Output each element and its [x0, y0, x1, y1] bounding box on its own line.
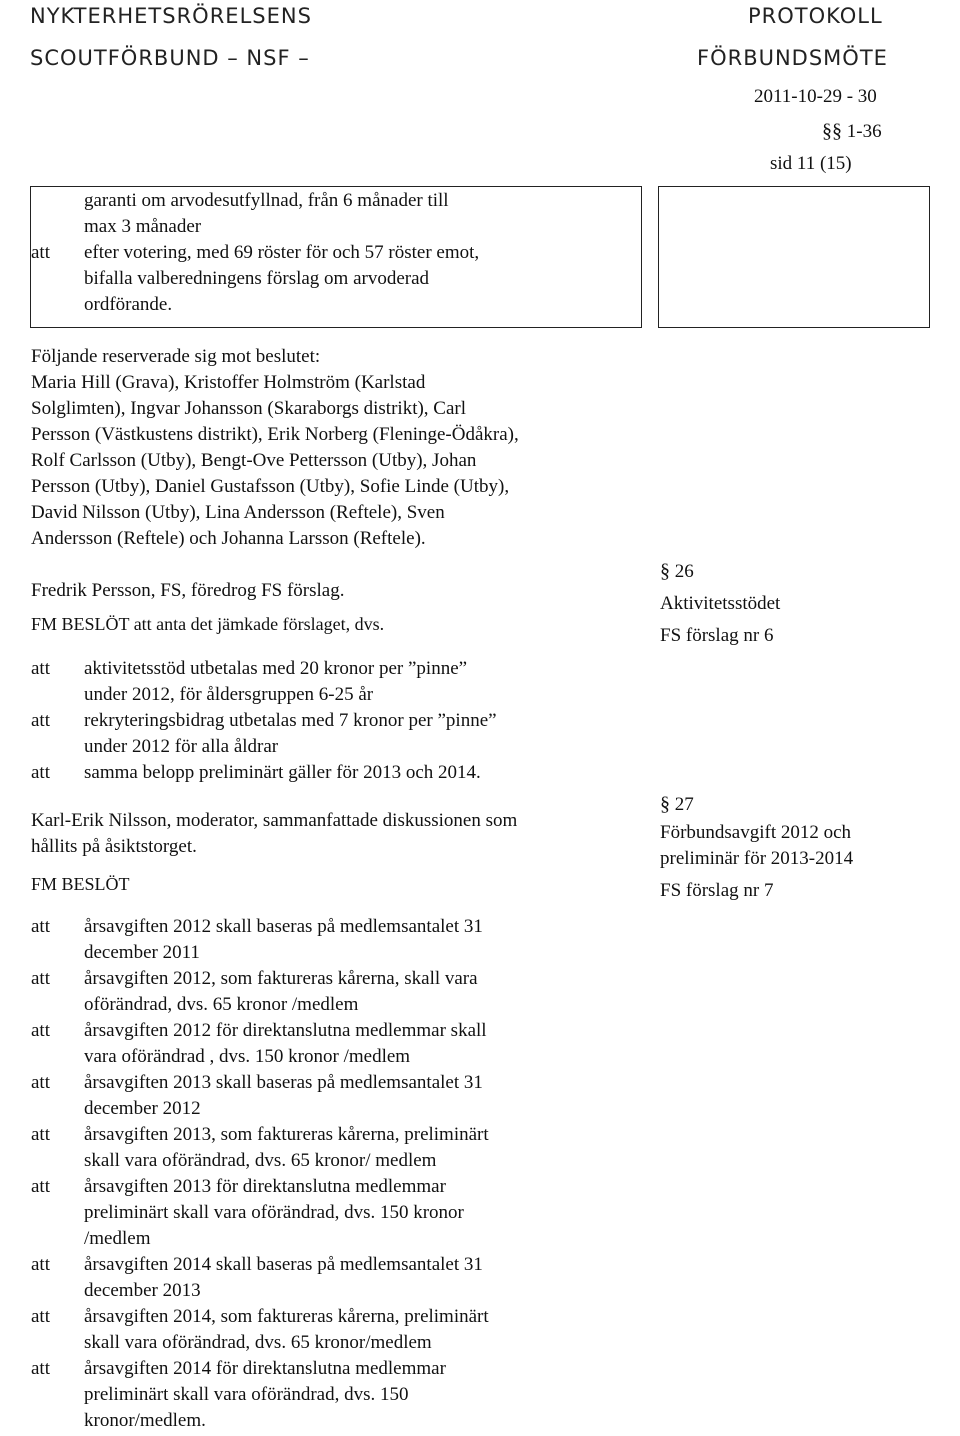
text-line: Solglimten), Ingvar Johansson (Skaraborgs distrikt), Carl — [31, 398, 467, 419]
section-number: 26 — [674, 561, 694, 582]
section-title: preliminär för 2013-2014 — [660, 848, 854, 869]
text-line: samma belopp preliminärt gäller för 2013 och 2014. — [84, 762, 481, 783]
att-keyword: att — [31, 658, 50, 679]
text-line: ordförande. — [84, 294, 173, 315]
text-line: årsavgiften 2012 för direktanslutna medlemmar skall — [84, 1020, 487, 1041]
att-keyword: att — [31, 1072, 50, 1093]
decision-item-text — [84, 656, 604, 708]
section-range-value: 1-36 — [846, 121, 882, 142]
section-number: 27 — [674, 794, 694, 815]
boxed-decision-text — [84, 188, 604, 318]
decision-item-text — [84, 914, 604, 966]
att-keyword: att — [31, 968, 50, 989]
org-name-line1: NYKTERHETSRÖRELSENS — [30, 4, 312, 28]
text-line: Persson (Västkustens distrikt), Erik Norberg (Fleninge-Ödåkra), — [31, 424, 519, 445]
text-line: garanti om arvodesutfyllnad, från 6 månader till — [84, 190, 449, 211]
att-keyword: att — [31, 1124, 50, 1145]
proposal-ref: FS förslag nr 6 — [660, 625, 774, 646]
section-sign-icon: §§ — [822, 120, 842, 142]
text-line: vara oförändrad , dvs. 150 kronor /medlem — [84, 1046, 411, 1067]
text-line: David Nilsson (Utby), Lina Andersson (Reftele), Sven — [31, 502, 445, 523]
margin-section-27 — [660, 789, 853, 906]
margin-section-26 — [660, 555, 780, 652]
decision-item-text — [84, 966, 604, 1018]
decision-item-text — [84, 1122, 604, 1174]
text-line: rekryteringsbidrag utbetalas med 7 kronor per ”pinne” — [84, 710, 497, 731]
att-keyword: att — [31, 710, 50, 731]
section-sign-icon: § — [660, 560, 670, 582]
text-line: /medlem — [84, 1228, 151, 1249]
section-heading — [660, 555, 780, 588]
text-line: årsavgiften 2013 för direktanslutna medlemmar — [84, 1176, 446, 1197]
decision-item-text — [84, 1174, 604, 1252]
text-line: hållits på åsiktstorget. — [31, 836, 197, 857]
text-line: Rolf Carlsson (Utby), Bengt-Ove Pettersson (Utby), Johan — [31, 450, 477, 471]
att-keyword: att — [31, 1020, 50, 1041]
text-line: Maria Hill (Grava), Kristoffer Holmström (Karlstad — [31, 372, 426, 393]
proposal-ref: FS förslag nr 7 — [660, 880, 774, 901]
att-keyword: att — [31, 1358, 50, 1379]
att-keyword: att — [31, 1176, 50, 1197]
decision-item-text — [84, 1304, 604, 1356]
text-line: december 2012 — [84, 1098, 201, 1119]
att-keyword: att — [31, 1306, 50, 1327]
reservation-paragraph — [31, 344, 519, 552]
text-line: Andersson (Reftele) och Johanna Larsson (Reftele). — [31, 528, 426, 549]
att-keyword: att — [31, 1254, 50, 1275]
meeting-dates: 2011-10-29 - 30 — [754, 86, 877, 107]
text-line: skall vara oförändrad, dvs. 65 kronor/medlem — [84, 1332, 432, 1353]
text-line: Persson (Utby), Daniel Gustafsson (Utby), Sofie Linde (Utby), — [31, 476, 510, 497]
text-line: oförändrad, dvs. 65 kronor /medlem — [84, 994, 359, 1015]
decision-intro: FM BESLÖT — [31, 874, 130, 894]
text-line: december 2011 — [84, 942, 200, 963]
text-line: årsavgiften 2012 skall baseras på medlemsantalet 31 — [84, 916, 483, 937]
section-title: Förbundsavgift 2012 och — [660, 822, 852, 843]
decision-item-text — [84, 1018, 604, 1070]
att-keyword: att — [31, 916, 50, 937]
text-line: max 3 månader — [84, 216, 202, 237]
text-line: skall vara oförändrad, dvs. 65 kronor/ medlem — [84, 1150, 437, 1171]
text-line: december 2013 — [84, 1280, 201, 1301]
text-line: preliminärt skall vara oförändrad, dvs. 150 kronor — [84, 1202, 464, 1223]
text-line: årsavgiften 2014 skall baseras på medlemsantalet 31 — [84, 1254, 483, 1275]
text-line: Följande reserverade sig mot beslutet: — [31, 346, 321, 367]
text-line: bifalla valberedningens förslag om arvoderad — [84, 268, 430, 289]
org-name-line2: SCOUTFÖRBUND – NSF – — [30, 46, 310, 70]
text-line: kronor/medlem. — [84, 1410, 206, 1431]
section-heading — [660, 789, 853, 820]
att-keyword: att — [31, 242, 50, 263]
text-line: efter votering, med 69 röster för och 57 röster emot, — [84, 242, 480, 263]
decision-item-text — [84, 1070, 604, 1122]
text-line: aktivitetsstöd utbetalas med 20 kronor per ”pinne” — [84, 658, 468, 679]
document-type: PROTOKOLL — [748, 4, 883, 28]
page-number: sid 11 (15) — [770, 153, 852, 174]
presenter-line: Fredrik Persson, FS, föredrog FS förslag. — [31, 580, 345, 601]
text-line: årsavgiften 2014 för direktanslutna medlemmar — [84, 1358, 446, 1379]
decision-item-text — [84, 760, 604, 786]
text-line: årsavgiften 2012, som faktureras kårerna, skall vara — [84, 968, 478, 989]
text-line: årsavgiften 2013 skall baseras på medlemsantalet 31 — [84, 1072, 483, 1093]
text-line: Karl-Erik Nilsson, moderator, sammanfattade diskussionen som — [31, 810, 518, 831]
meeting-name: FÖRBUNDSMÖTE — [697, 46, 888, 70]
text-line: preliminärt skall vara oförändrad, dvs. 150 — [84, 1384, 409, 1405]
att-keyword: att — [31, 762, 50, 783]
section-sign-icon: § — [660, 793, 670, 815]
decision-item-text — [84, 708, 604, 760]
text-line: årsavgiften 2014, som faktureras kårerna, preliminärt — [84, 1306, 489, 1327]
decision-item-text — [84, 1356, 604, 1434]
section-range — [822, 118, 882, 145]
decision-item-text — [84, 1252, 604, 1304]
moderator-summary — [31, 808, 517, 860]
text-line: under 2012 för alla åldrar — [84, 736, 279, 757]
decision-intro: FM BESLÖT att anta det jämkade förslaget, dvs. — [31, 614, 385, 634]
text-line: under 2012, för åldersgruppen 6-25 år — [84, 684, 374, 705]
section-title: Aktivitetsstödet — [660, 593, 781, 614]
text-line: årsavgiften 2013, som faktureras kårerna, preliminärt — [84, 1124, 489, 1145]
margin-box — [658, 186, 930, 328]
